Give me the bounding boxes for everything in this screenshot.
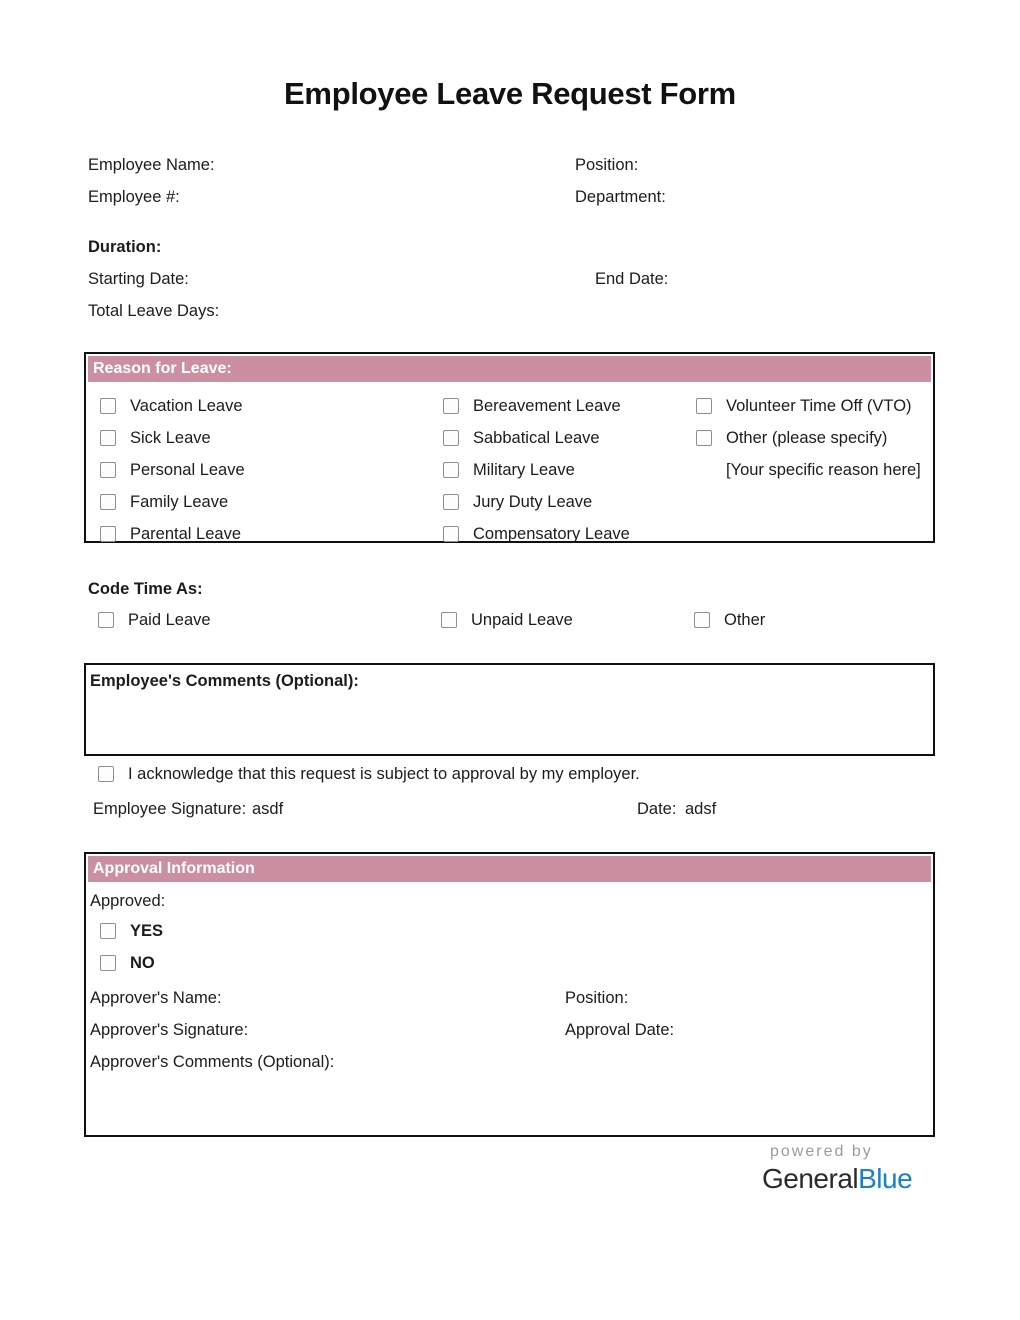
vacation-leave-checkbox[interactable] bbox=[100, 398, 116, 414]
other-specify-checkbox[interactable] bbox=[696, 430, 712, 446]
approver-position-label: Position: bbox=[565, 989, 629, 1007]
approver-comments-label: Approver's Comments (Optional): bbox=[90, 1053, 335, 1071]
total-leave-days-label: Total Leave Days: bbox=[88, 302, 220, 320]
checkbox-row-paid-leave[interactable] bbox=[98, 604, 211, 636]
brand-blue-text: Blue bbox=[858, 1163, 913, 1194]
parental-leave-label: Parental Leave bbox=[130, 525, 241, 543]
approval-information-header: Approval Information bbox=[88, 856, 931, 882]
department-label: Department: bbox=[575, 188, 666, 206]
sick-leave-checkbox[interactable] bbox=[100, 430, 116, 446]
other-reason-field[interactable] bbox=[696, 454, 921, 486]
approver-signature-label: Approver's Signature: bbox=[90, 1021, 249, 1039]
starting-date-field[interactable] bbox=[230, 268, 550, 290]
checkbox-row-volunteer-time-off[interactable] bbox=[696, 390, 921, 422]
jury-duty-leave-checkbox[interactable] bbox=[443, 494, 459, 510]
volunteer-time-off-label: Volunteer Time Off (VTO) bbox=[726, 397, 912, 415]
compensatory-leave-checkbox[interactable] bbox=[443, 526, 459, 542]
sabbatical-leave-label: Sabbatical Leave bbox=[473, 429, 600, 447]
end-date-label: End Date: bbox=[595, 270, 669, 288]
approved-no-label: NO bbox=[130, 954, 155, 972]
code-time-as-heading: Code Time As: bbox=[88, 580, 203, 598]
approver-signature-field[interactable] bbox=[276, 1019, 546, 1041]
approval-date-label: Approval Date: bbox=[565, 1021, 675, 1039]
bereavement-leave-label: Bereavement Leave bbox=[473, 397, 621, 415]
employee-signature-value[interactable]: asdf bbox=[252, 800, 284, 818]
military-leave-label: Military Leave bbox=[473, 461, 575, 479]
approver-name-field[interactable] bbox=[246, 987, 546, 1009]
total-leave-days-field[interactable] bbox=[230, 300, 550, 322]
signature-date-label: Date: bbox=[637, 800, 677, 818]
employee-name-field[interactable] bbox=[230, 154, 550, 176]
checkbox-row-compensatory-leave[interactable] bbox=[443, 518, 630, 550]
approved-yes-checkbox[interactable] bbox=[100, 923, 116, 939]
approver-position-field[interactable] bbox=[636, 987, 916, 1009]
sabbatical-leave-checkbox[interactable] bbox=[443, 430, 459, 446]
department-field[interactable] bbox=[680, 186, 930, 208]
position-label: Position: bbox=[575, 156, 639, 174]
compensatory-leave-label: Compensatory Leave bbox=[473, 525, 630, 543]
other-specify-label: Other (please specify) bbox=[726, 429, 888, 447]
jury-duty-leave-label: Jury Duty Leave bbox=[473, 493, 593, 511]
signature-date-value[interactable]: adsf bbox=[685, 800, 717, 818]
checkbox-row-approved-no[interactable] bbox=[100, 947, 155, 979]
employee-signature-label: Employee Signature: bbox=[93, 800, 247, 818]
acknowledgement-checkbox[interactable] bbox=[98, 766, 114, 782]
personal-leave-checkbox[interactable] bbox=[100, 462, 116, 478]
checkbox-row-other-specify[interactable] bbox=[696, 422, 921, 454]
reason-for-leave-header: Reason for Leave: bbox=[88, 356, 931, 382]
checkbox-row-unpaid-leave[interactable] bbox=[441, 604, 573, 636]
other-reason-placeholder: [Your specific reason here] bbox=[726, 461, 921, 479]
approved-no-checkbox[interactable] bbox=[100, 955, 116, 971]
position-field[interactable] bbox=[650, 154, 930, 176]
checkbox-row-approved-yes[interactable] bbox=[100, 915, 163, 947]
volunteer-time-off-checkbox[interactable] bbox=[696, 398, 712, 414]
family-leave-label: Family Leave bbox=[130, 493, 229, 511]
checkbox-row-sick-leave[interactable] bbox=[100, 422, 245, 454]
sick-leave-label: Sick Leave bbox=[130, 429, 211, 447]
approved-label: Approved: bbox=[90, 892, 166, 910]
brand-general-text: General bbox=[762, 1163, 859, 1194]
paid-leave-checkbox[interactable] bbox=[98, 612, 114, 628]
bereavement-leave-checkbox[interactable] bbox=[443, 398, 459, 414]
checkbox-row-jury-duty-leave[interactable] bbox=[443, 486, 630, 518]
checkbox-row-acknowledgement[interactable] bbox=[98, 758, 640, 790]
paid-leave-label: Paid Leave bbox=[128, 611, 211, 629]
personal-leave-label: Personal Leave bbox=[130, 461, 245, 479]
checkbox-row-vacation-leave[interactable] bbox=[100, 390, 245, 422]
approver-name-label: Approver's Name: bbox=[90, 989, 222, 1007]
parental-leave-checkbox[interactable] bbox=[100, 526, 116, 542]
employee-number-field[interactable] bbox=[230, 186, 550, 208]
approver-comments-field[interactable] bbox=[90, 1076, 930, 1131]
reason-for-leave-section bbox=[84, 352, 935, 543]
checkbox-row-sabbatical-leave[interactable] bbox=[443, 422, 630, 454]
employee-comments-label: Employee's Comments (Optional): bbox=[90, 672, 359, 690]
employee-name-label: Employee Name: bbox=[88, 156, 215, 174]
checkbox-row-family-leave[interactable] bbox=[100, 486, 245, 518]
approval-date-field[interactable] bbox=[681, 1019, 916, 1041]
starting-date-label: Starting Date: bbox=[88, 270, 189, 288]
family-leave-checkbox[interactable] bbox=[100, 494, 116, 510]
unpaid-leave-label: Unpaid Leave bbox=[471, 611, 573, 629]
employee-number-label: Employee #: bbox=[88, 188, 180, 206]
checkbox-row-personal-leave[interactable] bbox=[100, 454, 245, 486]
vacation-leave-label: Vacation Leave bbox=[130, 397, 243, 415]
military-leave-checkbox[interactable] bbox=[443, 462, 459, 478]
approved-yes-label: YES bbox=[130, 922, 164, 940]
duration-heading: Duration: bbox=[88, 238, 162, 256]
acknowledgement-text: I acknowledge that this request is subject to approval by my employer. bbox=[128, 765, 640, 783]
code-other-checkbox[interactable] bbox=[694, 612, 710, 628]
unpaid-leave-checkbox[interactable] bbox=[441, 612, 457, 628]
approval-information-section bbox=[84, 852, 935, 1137]
employee-comments-box[interactable] bbox=[84, 663, 935, 756]
checkbox-row-bereavement-leave[interactable] bbox=[443, 390, 630, 422]
general-blue-logo bbox=[762, 1163, 912, 1195]
page-title: Employee Leave Request Form bbox=[284, 76, 736, 111]
checkbox-row-parental-leave[interactable] bbox=[100, 518, 245, 550]
powered-by-text: powered by bbox=[770, 1143, 873, 1160]
checkbox-row-code-other[interactable] bbox=[694, 604, 765, 636]
code-other-label: Other bbox=[724, 611, 766, 629]
checkbox-row-military-leave[interactable] bbox=[443, 454, 630, 486]
end-date-field[interactable] bbox=[680, 268, 930, 290]
